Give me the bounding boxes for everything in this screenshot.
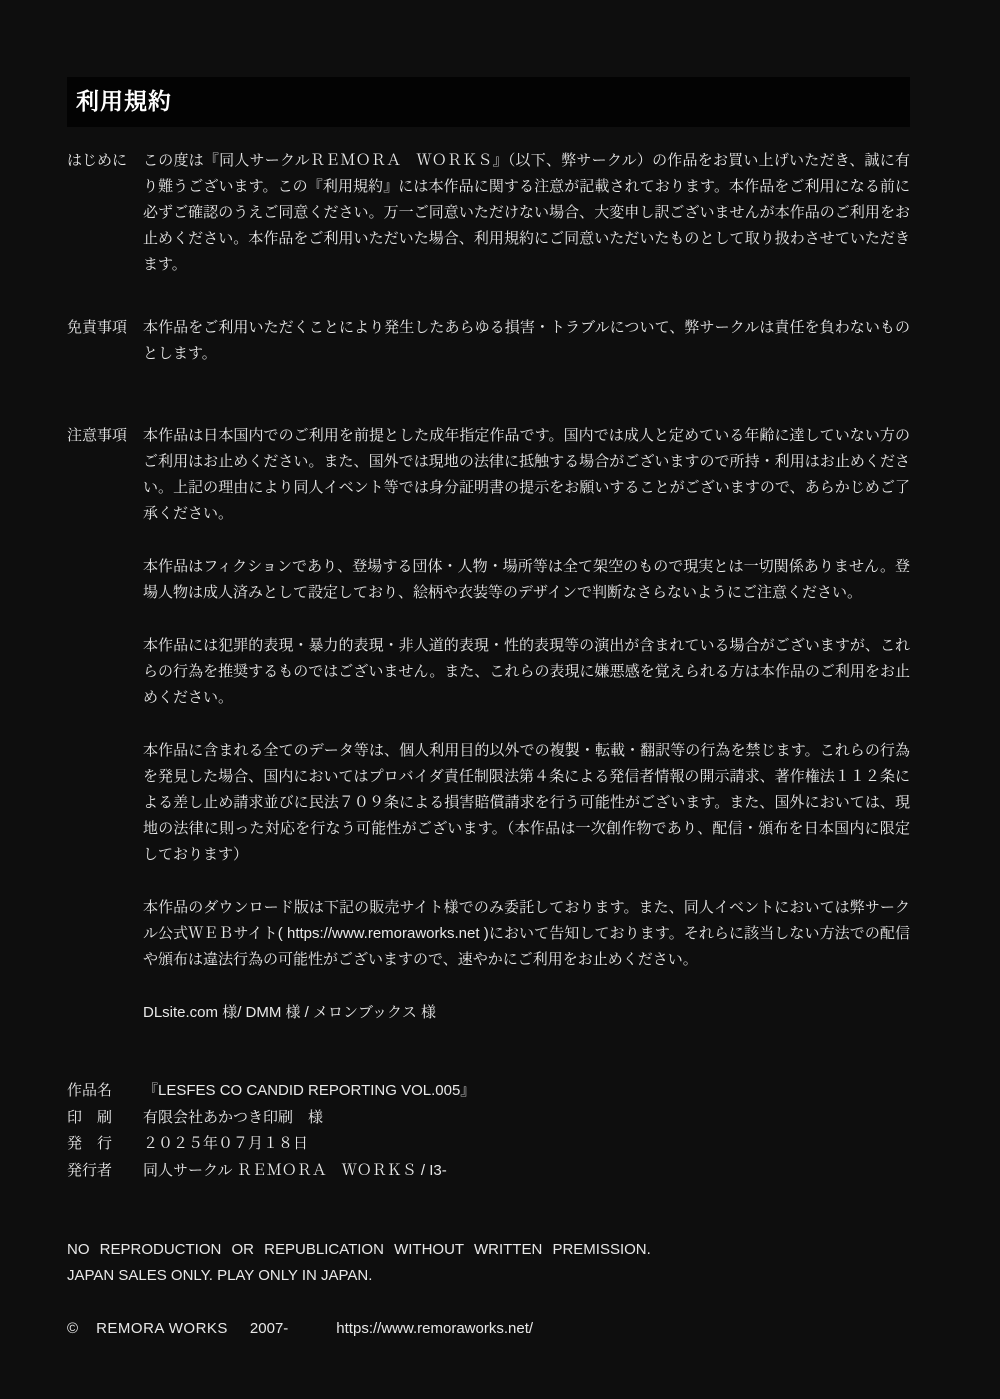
circle-name: REMORA WORKS (96, 1320, 228, 1337)
paragraph: 本作品はフィクションであり、登場する団体・人物・場所等は全て架空のもので現実とは一切関係ありません。登場人物は成人済みとして設定しており、絵柄や衣装等のデザインで判断なさらないようにご注意ください。 (143, 558, 910, 601)
paragraph: 本作品に含まれる全てのデータ等は、個人利用目的以外での複製・転載・翻訳等の行為を禁じます。これらの行為を発見した場合、国内においてはプロバイダ責任制限法第４条による発信者情報の開示請求、著作権法１１２条による差し止め請求並びに民法７０９条による損害賠償請求を行う可能性がございます。また、国外においては、現地の法律に則った対応を行なう可能性がございます。（本作品は一次創作物であり、配信・頒布を日本国内に限定しております） (143, 742, 910, 863)
colophon (67, 1078, 910, 1184)
paragraph: 本作品のダウンロード版は下記の販売サイト様でのみ委託しております。また、同人イベントにおいては弊サークル公式ＷＥＢサイト( https://www.remoraworks.net )において告知しております。それらに該当しない方法での配信や頒布は違法行為の可能性がございますので、速やかにご利用をお止めください。 (143, 899, 910, 968)
section-body-introduction (143, 148, 910, 278)
copyright-symbol: © (67, 1320, 79, 1337)
colophon-label: 作品名 (67, 1082, 113, 1099)
paragraph: 本作品は日本国内でのご利用を前提とした成年指定作品です。国内では成人と定めている年齢に達していない方のご利用はお止めください。また、国外では現地の法律に抵触する場合がございますので所持・利用はお止めください。上記の理由により同人イベント等では身分証明書の提示をお願いすることがございますので、あらかじめご了承ください。 (143, 427, 910, 522)
paragraph: この度は『同人サークルＲＥＭＯＲＡ ＷＯＲＫＳ』（以下、弊サークル）の作品をお買い上げいただき、誠に有り難うございます。この『利用規約』には本作品に関する注意が記載されております。本作品をご利用になる前に必ずご確認のうえご同意ください。万一ご同意いただけない場合、大変申し訳ございませんが本作品のご利用をお止めください。本作品をご利用いただいた場合、利用規約にご同意いただいたものとして取り扱わさせていただきます。 (143, 152, 910, 273)
colophon-value-publisher: 同人サークル ＲＥＭＯＲＡ ＷＯＲＫＳ / I3- (143, 1161, 447, 1179)
colophon-value-publication-date: ２０２５年０７月１８日 (143, 1135, 309, 1152)
colophon-label: 発行者 (67, 1161, 113, 1179)
colophon-label: 発 行 (67, 1135, 113, 1152)
page-title-box (67, 77, 910, 127)
colophon-label: 印 刷 (67, 1108, 113, 1126)
paragraph: 本作品には犯罪的表現・暴力的表現・非人道的表現・性的表現等の演出が含まれている場合がございますが、これらの行為を推奨するものではございません。また、これらの表現に嫌悪感を覚えられる方は本作品のご利用をお止めください。 (143, 637, 910, 706)
legal-notice (67, 1237, 910, 1289)
paragraph-sales-sites: DLsite.com 様/ DMM 様 / メロンブックス 様 (143, 1004, 436, 1021)
paragraph: 本作品をご利用いただくことにより発生したあらゆる損害・トラブルについて、弊サークルは責任を負わないものとします。 (143, 319, 910, 362)
section-disclaimer (67, 315, 910, 367)
legal-line-japan-only: JAPAN SALES ONLY. PLAY ONLY IN JAPAN. (67, 1267, 373, 1284)
section-label-disclaimer: 免責事項 (67, 319, 128, 336)
colophon-row-printer (67, 1105, 910, 1132)
colophon-row-publisher (67, 1158, 910, 1185)
section-body-precautions (143, 423, 910, 1026)
page-title: 利用規約 (76, 89, 172, 114)
colophon-row-work-title (67, 1078, 910, 1105)
copyright-year-range: 2007- (249, 1320, 289, 1337)
colophon-value-work-title: 『LESFES CO CANDID REPORTING VOL.005』 (143, 1082, 476, 1099)
section-introduction (67, 148, 910, 278)
colophon-value-printer: 有限会社あかつき印刷 様 (143, 1108, 324, 1126)
colophon-row-publication-date (67, 1131, 910, 1158)
section-precautions (67, 423, 910, 1026)
section-label-precautions: 注意事項 (67, 427, 128, 444)
section-body-disclaimer (143, 315, 910, 367)
website-url: https://www.remoraworks.net/ (336, 1320, 534, 1337)
copyright-footer (67, 1316, 910, 1342)
section-label-introduction: はじめに (67, 152, 128, 169)
legal-line-no-reproduction: NO REPRODUCTION OR REPUBLICATION WITHOUT WRITTEN PREMISSION. (67, 1241, 651, 1258)
